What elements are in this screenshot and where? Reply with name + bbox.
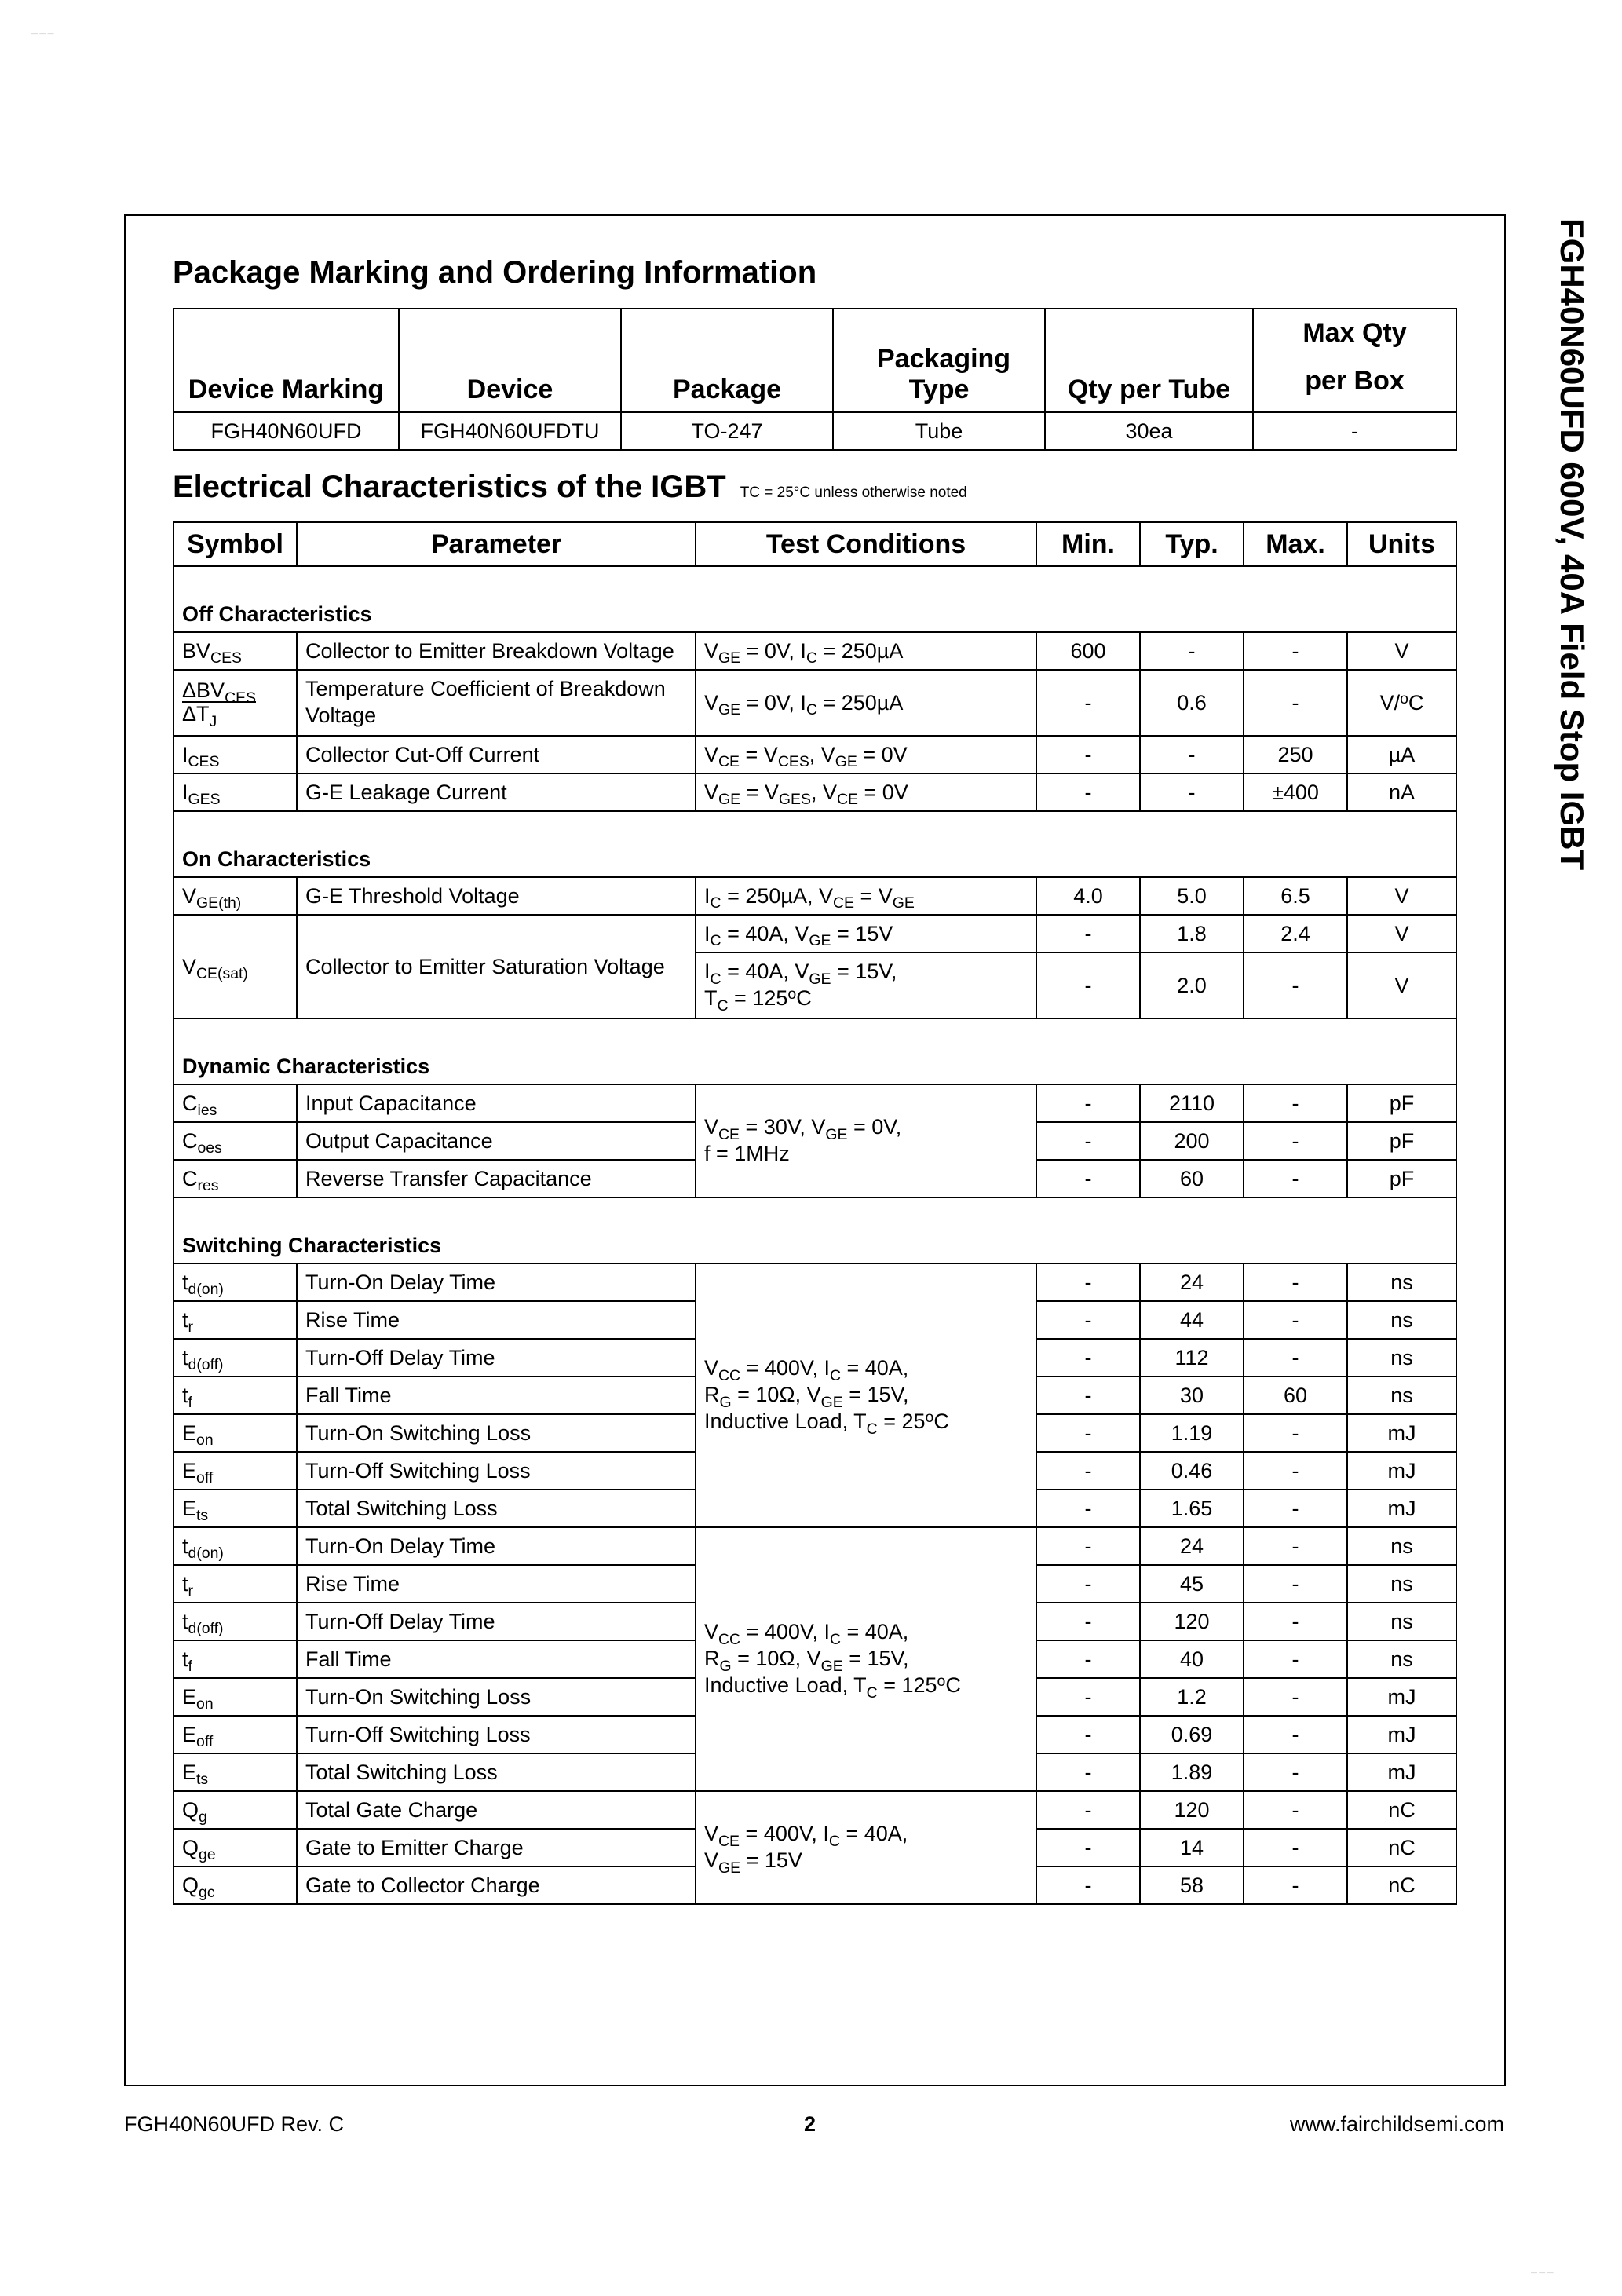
param-cell: Turn-Off Delay Time <box>297 1339 696 1377</box>
header-qty-per-tube: Qty per Tube <box>1045 309 1253 412</box>
symbol-cell: $t_{d(off)}$ <box>174 1339 297 1377</box>
min-cell: - <box>1036 670 1140 736</box>
max-cell: - <box>1244 1339 1347 1377</box>
min-cell: 4.0 <box>1036 877 1140 915</box>
param-cell: Gate to Emitter Charge <box>297 1829 696 1866</box>
header-device-marking: Device Marking <box>174 309 399 412</box>
symbol-cell: $I_{GES}$ <box>174 773 297 811</box>
max-cell: - <box>1244 1414 1347 1452</box>
param-cell: Rise Time <box>297 1565 696 1603</box>
min-cell: - <box>1036 1452 1140 1490</box>
min-cell: - <box>1036 1160 1140 1197</box>
min-cell: - <box>1036 1791 1140 1829</box>
section-switching: Switching Characteristics <box>174 1197 1456 1263</box>
symbol-cell: $C_{oes}$ <box>174 1122 297 1160</box>
condition-cell: $I_C = 40A$, $V_{GE} = 15V$, $T_C = 125^oC$ <box>696 952 1036 1018</box>
max-cell: - <box>1244 1640 1347 1678</box>
typ-cell: 2110 <box>1140 1084 1244 1122</box>
min-cell: - <box>1036 1716 1140 1753</box>
typ-cell: 0.69 <box>1140 1716 1244 1753</box>
symbol-cell: $t_r$ <box>174 1565 297 1603</box>
max-cell: - <box>1244 1160 1347 1197</box>
param-cell: Total Switching Loss <box>297 1753 696 1791</box>
min-cell: - <box>1036 1603 1140 1640</box>
max-cell: - <box>1244 1301 1347 1339</box>
param-cell: Fall Time <box>297 1640 696 1678</box>
max-cell: 60 <box>1244 1377 1347 1414</box>
package-section-title: Package Marking and Ordering Information <box>173 255 817 290</box>
typ-cell: 1.8 <box>1140 915 1244 952</box>
param-cell: Turn-On Switching Loss <box>297 1414 696 1452</box>
unit-cell: nA <box>1347 773 1456 811</box>
footer-page-number: 2 <box>804 2112 816 2136</box>
condition-cell: $V_{CE} = V_{CES}$, $V_{GE} = 0V$ <box>696 736 1036 773</box>
typ-cell: 24 <box>1140 1263 1244 1301</box>
table-row <box>174 412 1456 450</box>
header-units: Units <box>1347 522 1456 566</box>
param-cell: Collector to Emitter Breakdown Voltage <box>297 632 696 670</box>
symbol-cell: $Q_{gc}$ <box>174 1866 297 1904</box>
param-cell: Collector to Emitter Saturation Voltage <box>297 915 696 1018</box>
min-cell: - <box>1036 1339 1140 1377</box>
typ-cell: 14 <box>1140 1829 1244 1866</box>
max-cell: - <box>1244 1122 1347 1160</box>
table-row <box>174 632 1456 670</box>
symbol-cell: $E_{off}$ <box>174 1716 297 1753</box>
typ-cell: 0.46 <box>1140 1452 1244 1490</box>
symbol-cell: $t_{d(on)}$ <box>174 1263 297 1301</box>
symbol-cell: $E_{on}$ <box>174 1678 297 1716</box>
param-cell: G-E Leakage Current <box>297 773 696 811</box>
condition-cell: $I_C = 250\mu A$, $V_{CE} = V_{GE}$ <box>696 877 1036 915</box>
unit-cell: mJ <box>1347 1753 1456 1791</box>
min-cell: - <box>1036 1122 1140 1160</box>
unit-cell: mJ <box>1347 1414 1456 1452</box>
param-cell: Turn-On Delay Time <box>297 1527 696 1565</box>
unit-cell: ns <box>1347 1263 1456 1301</box>
symbol-cell: $V_{CE(sat)}$ <box>174 915 297 1018</box>
unit-cell: ns <box>1347 1527 1456 1565</box>
min-cell: - <box>1036 1678 1140 1716</box>
corner-mark: — — — <box>31 30 54 37</box>
param-cell: Total Gate Charge <box>297 1791 696 1829</box>
max-cell: - <box>1244 670 1347 736</box>
unit-cell: V <box>1347 915 1456 952</box>
min-cell: - <box>1036 1377 1140 1414</box>
unit-cell: nC <box>1347 1866 1456 1904</box>
unit-cell: ns <box>1347 1339 1456 1377</box>
param-cell: Collector Cut-Off Current <box>297 736 696 773</box>
unit-cell: V <box>1347 952 1456 1018</box>
param-cell: Output Capacitance <box>297 1122 696 1160</box>
symbol-cell: $t_f$ <box>174 1377 297 1414</box>
min-cell: - <box>1036 1263 1140 1301</box>
param-cell: Gate to Collector Charge <box>297 1866 696 1904</box>
section-on: On Characteristics <box>174 811 1456 877</box>
table-row <box>174 915 1456 952</box>
symbol-cell: $Q_g$ <box>174 1791 297 1829</box>
cell: FGH40N60UFDTU <box>399 412 621 450</box>
header-parameter: Parameter <box>297 522 696 566</box>
header-symbol: Symbol <box>174 522 297 566</box>
max-cell: 250 <box>1244 736 1347 773</box>
typ-cell: 120 <box>1140 1603 1244 1640</box>
typ-cell: 5.0 <box>1140 877 1244 915</box>
unit-cell: V/$^o$C <box>1347 670 1456 736</box>
param-cell: Turn-On Switching Loss <box>297 1678 696 1716</box>
cell: FGH40N60UFD <box>174 412 399 450</box>
min-cell: - <box>1036 1527 1140 1565</box>
param-cell: Reverse Transfer Capacitance <box>297 1160 696 1197</box>
header-max: Max. <box>1244 522 1347 566</box>
package-table <box>173 308 1457 451</box>
max-cell: - <box>1244 952 1347 1018</box>
footer-website[interactable]: www.fairchildsemi.com <box>1289 2112 1504 2136</box>
max-cell: 2.4 <box>1244 915 1347 952</box>
table-row <box>174 1791 1456 1829</box>
max-cell: - <box>1244 1791 1347 1829</box>
typ-cell: 200 <box>1140 1122 1244 1160</box>
min-cell: - <box>1036 1490 1140 1527</box>
min-cell: 600 <box>1036 632 1140 670</box>
condition-cell: $V_{CE} = 30V$, $V_{GE} = 0V$, f = 1MHz <box>696 1084 1036 1197</box>
symbol-cell: $BV_{CES}$ <box>174 632 297 670</box>
table-row <box>174 670 1456 736</box>
max-cell: - <box>1244 1084 1347 1122</box>
param-cell: Rise Time <box>297 1301 696 1339</box>
condition-cell: $V_{GE} = V_{GES}$, $V_{CE} = 0V$ <box>696 773 1036 811</box>
param-cell: Turn-Off Switching Loss <box>297 1716 696 1753</box>
table-row <box>174 1084 1456 1122</box>
unit-cell: mJ <box>1347 1490 1456 1527</box>
typ-cell: 1.89 <box>1140 1753 1244 1791</box>
min-cell: - <box>1036 773 1140 811</box>
condition-cell: $I_C = 40A$, $V_{GE} = 15V$ <box>696 915 1036 952</box>
min-cell: - <box>1036 1753 1140 1791</box>
symbol-cell: $E_{off}$ <box>174 1452 297 1490</box>
param-cell: Total Switching Loss <box>297 1490 696 1527</box>
table-row <box>174 736 1456 773</box>
typ-cell: 40 <box>1140 1640 1244 1678</box>
min-cell: - <box>1036 952 1140 1018</box>
max-cell: - <box>1244 1452 1347 1490</box>
header-packaging-type: Packaging Type <box>833 309 1045 412</box>
typ-cell: 112 <box>1140 1339 1244 1377</box>
unit-cell: pF <box>1347 1122 1456 1160</box>
symbol-cell: $t_r$ <box>174 1301 297 1339</box>
unit-cell: ns <box>1347 1565 1456 1603</box>
condition-cell: $V_{CE} = 400V$, $I_C = 40A$, $V_{GE} = 15V$ <box>696 1791 1036 1904</box>
cell: 30ea <box>1045 412 1253 450</box>
max-cell: - <box>1244 1678 1347 1716</box>
param-cell: Turn-Off Delay Time <box>297 1603 696 1640</box>
condition-cell: $V_{GE} = 0V$, $I_C = 250\mu A$ <box>696 670 1036 736</box>
unit-cell: mJ <box>1347 1452 1456 1490</box>
min-cell: - <box>1036 1866 1140 1904</box>
cell: - <box>1253 412 1456 450</box>
symbol-cell: $V_{GE(th)}$ <box>174 877 297 915</box>
package-header-row <box>174 309 1456 412</box>
header-typ: Typ. <box>1140 522 1244 566</box>
typ-cell: 24 <box>1140 1527 1244 1565</box>
unit-cell: mJ <box>1347 1716 1456 1753</box>
unit-cell: V <box>1347 877 1456 915</box>
typ-cell: 0.6 <box>1140 670 1244 736</box>
typ-cell: 30 <box>1140 1377 1244 1414</box>
header-package: Package <box>621 309 833 412</box>
footer-revision: FGH40N60UFD Rev. C <box>124 2112 345 2136</box>
param-cell: Turn-Off Switching Loss <box>297 1452 696 1490</box>
param-cell: Fall Time <box>297 1377 696 1414</box>
param-cell: Temperature Coefficient of Breakdown Voltage <box>297 670 696 736</box>
unit-cell: pF <box>1347 1160 1456 1197</box>
side-title: FGH40N60UFD 600V, 40A Field Stop IGBT <box>1554 218 1591 871</box>
max-cell: - <box>1244 1263 1347 1301</box>
max-cell: - <box>1244 1829 1347 1866</box>
max-cell: - <box>1244 632 1347 670</box>
section-row <box>174 566 1456 632</box>
typ-cell: 120 <box>1140 1791 1244 1829</box>
max-cell: - <box>1244 1753 1347 1791</box>
typ-cell: 1.65 <box>1140 1490 1244 1527</box>
unit-cell: V <box>1347 632 1456 670</box>
corner-mark: — — — <box>1531 2269 1554 2276</box>
min-cell: - <box>1036 1414 1140 1452</box>
unit-cell: µA <box>1347 736 1456 773</box>
section-row <box>174 1018 1456 1084</box>
max-cell: ±400 <box>1244 773 1347 811</box>
unit-cell: ns <box>1347 1301 1456 1339</box>
symbol-cell: $t_{d(on)}$ <box>174 1527 297 1565</box>
electrical-title-text: Electrical Characteristics of the IGBT <box>173 470 726 504</box>
unit-cell: nC <box>1347 1791 1456 1829</box>
symbol-cell: $t_f$ <box>174 1640 297 1678</box>
typ-cell: 44 <box>1140 1301 1244 1339</box>
min-cell: - <box>1036 736 1140 773</box>
param-cell: Input Capacitance <box>297 1084 696 1122</box>
electrical-header-row <box>174 522 1456 566</box>
table-row <box>174 877 1456 915</box>
typ-cell: - <box>1140 773 1244 811</box>
symbol-cell: $E_{on}$ <box>174 1414 297 1452</box>
typ-cell: 58 <box>1140 1866 1244 1904</box>
section-row <box>174 1197 1456 1263</box>
header-test-conditions: Test Conditions <box>696 522 1036 566</box>
symbol-cell: $C_{res}$ <box>174 1160 297 1197</box>
max-cell: - <box>1244 1866 1347 1904</box>
max-cell: - <box>1244 1527 1347 1565</box>
section-dynamic: Dynamic Characteristics <box>174 1018 1456 1084</box>
unit-cell: ns <box>1347 1603 1456 1640</box>
unit-cell: pF <box>1347 1084 1456 1122</box>
min-cell: - <box>1036 1565 1140 1603</box>
typ-cell: - <box>1140 736 1244 773</box>
symbol-cell: $t_{d(off)}$ <box>174 1603 297 1640</box>
min-cell: - <box>1036 915 1140 952</box>
param-cell: G-E Threshold Voltage <box>297 877 696 915</box>
max-cell: - <box>1244 1716 1347 1753</box>
symbol-cell: $E_{ts}$ <box>174 1753 297 1791</box>
condition-cell: $V_{CC} = 400V$, $I_C = 40A$, $R_G = 10\Omega$, $V_{GE} = 15V$, Inductive Load, $T_C = 25^oC$ <box>696 1263 1036 1527</box>
condition-cell: $V_{CC} = 400V$, $I_C = 40A$, $R_G = 10\Omega$, $V_{GE} = 15V$, Inductive Load, $T_C = 125^oC$ <box>696 1527 1036 1791</box>
symbol-cell: $Q_{ge}$ <box>174 1829 297 1866</box>
unit-cell: ns <box>1347 1640 1456 1678</box>
max-cell: 6.5 <box>1244 877 1347 915</box>
electrical-table <box>173 521 1457 1905</box>
typ-cell: 1.2 <box>1140 1678 1244 1716</box>
temperature-note: TC = 25°C unless otherwise noted <box>740 484 967 501</box>
min-cell: - <box>1036 1301 1140 1339</box>
param-cell: Turn-On Delay Time <box>297 1263 696 1301</box>
unit-cell: nC <box>1347 1829 1456 1866</box>
header-max-qty: Max Qty per Box <box>1253 309 1456 412</box>
table-row <box>174 1527 1456 1565</box>
unit-cell: mJ <box>1347 1678 1456 1716</box>
min-cell: - <box>1036 1640 1140 1678</box>
header-min: Min. <box>1036 522 1140 566</box>
header-device: Device <box>399 309 621 412</box>
symbol-cell: $\frac{\Delta BV_{CES}}{\Delta T_J}$ <box>174 670 297 736</box>
max-cell: - <box>1244 1490 1347 1527</box>
symbol-cell: $C_{ies}$ <box>174 1084 297 1122</box>
typ-cell: - <box>1140 632 1244 670</box>
unit-cell: ns <box>1347 1377 1456 1414</box>
table-row <box>174 1263 1456 1301</box>
typ-cell: 45 <box>1140 1565 1244 1603</box>
typ-cell: 60 <box>1140 1160 1244 1197</box>
table-row <box>174 773 1456 811</box>
min-cell: - <box>1036 1829 1140 1866</box>
typ-cell: 2.0 <box>1140 952 1244 1018</box>
section-row <box>174 811 1456 877</box>
max-cell: - <box>1244 1603 1347 1640</box>
symbol-cell: $I_{CES}$ <box>174 736 297 773</box>
condition-cell: $V_{GE} = 0V$, $I_C = 250\mu A$ <box>696 632 1036 670</box>
max-cell: - <box>1244 1565 1347 1603</box>
electrical-section-title <box>173 470 967 505</box>
section-off: Off Characteristics <box>174 566 1456 632</box>
cell: Tube <box>833 412 1045 450</box>
symbol-cell: $E_{ts}$ <box>174 1490 297 1527</box>
cell: TO-247 <box>621 412 833 450</box>
min-cell: - <box>1036 1084 1140 1122</box>
typ-cell: 1.19 <box>1140 1414 1244 1452</box>
